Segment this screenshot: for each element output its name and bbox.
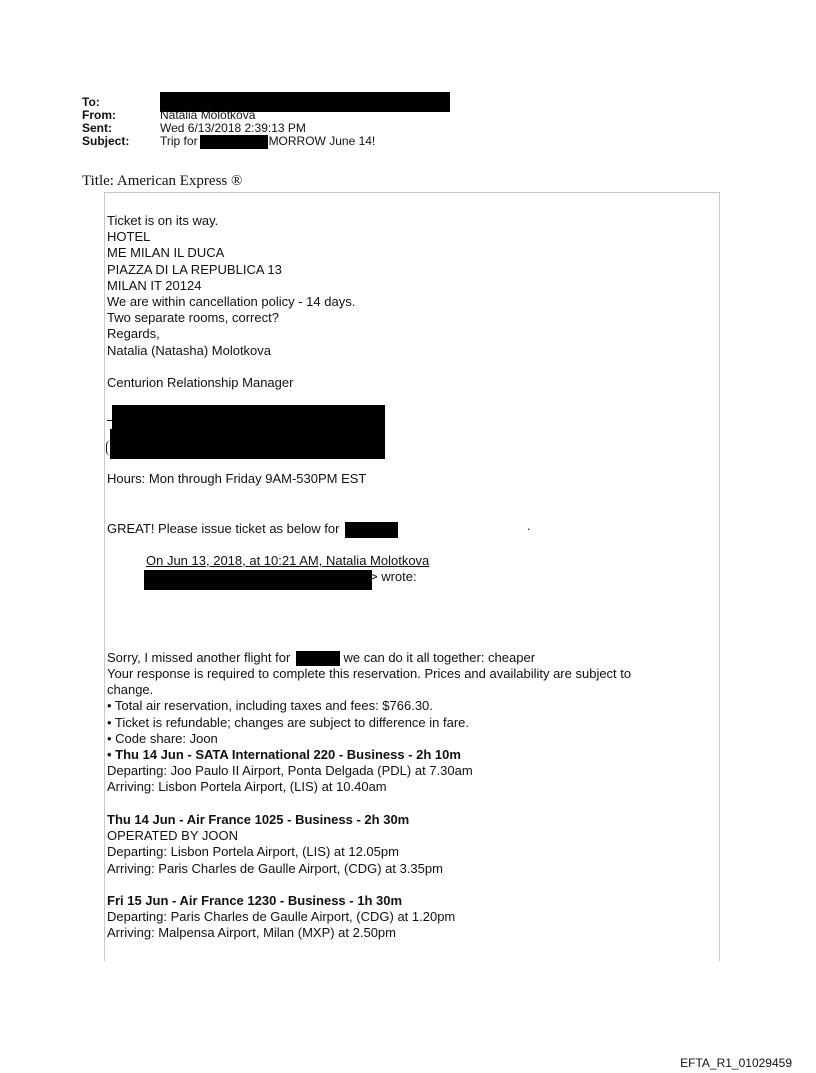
stray-dot: .: [527, 518, 531, 533]
message-line: Two separate rooms, correct?: [107, 310, 279, 326]
message-intro: [107, 213, 355, 359]
response-line: Your response is required to complete this reservation. Prices and availability are subject to: [107, 666, 632, 681]
flight-block-3: [107, 893, 455, 942]
reply-line: [107, 521, 398, 538]
signature-title: Centurion Relationship Manager: [107, 375, 294, 390]
flight-departing: Departing: Lisbon Portela Airport, (LIS) at 12.05pm: [107, 844, 399, 860]
from-value: Natalia Molotkova: [160, 108, 256, 122]
message-line: PIAZZA DI LA REPUBLICA 13: [107, 261, 282, 277]
flight-arriving: Arriving: Malpensa Airport, Milan (MXP) at 2.50pm: [107, 925, 396, 941]
email-header: [82, 96, 450, 148]
response-line: change.: [107, 682, 154, 698]
hours-text: Hours: Mon through Friday 9AM-530PM EST: [107, 471, 367, 486]
document-id: EFTA_R1_01029459: [680, 1056, 792, 1070]
page-title: Title: American Express ®: [82, 173, 243, 189]
message-line: MILAN IT 20124: [107, 277, 202, 293]
reservation-block: [107, 666, 631, 796]
sorry-suffix: we can do it all together: cheaper: [339, 650, 536, 665]
bullet-item: • Code share: Joon: [107, 730, 218, 746]
to-label: To:: [82, 95, 100, 109]
redaction-block: [112, 405, 385, 429]
quote-header: On Jun 13, 2018, at 10:21 AM, Natalia Molotkova: [146, 553, 430, 568]
flight-departing: Departing: Paris Charles de Gaulle Airport, (CDG) at 1.20pm: [107, 909, 456, 925]
flight-title: Thu 14 Jun - Air France 1025 - Business - 2h 30m: [107, 812, 410, 827]
flight-title: Fri 15 Jun - Air France 1230 - Business - 1h 30m: [107, 893, 403, 908]
redaction-block: [200, 135, 268, 149]
redaction-block: [110, 429, 385, 459]
reply-text: GREAT! Please issue ticket as below for: [107, 521, 340, 536]
message-line: We are within cancellation policy - 14 days.: [107, 293, 356, 309]
redaction-block: [345, 522, 398, 538]
flight-departing: Departing: Joo Paulo II Airport, Ponta Delgada (PDL) at 7.30am: [107, 763, 473, 779]
bullet-item: • Ticket is refundable; changes are subject to difference in fare.: [107, 714, 470, 730]
subject-prefix: Trip for: [160, 134, 198, 148]
sorry-prefix: Sorry, I missed another flight for: [107, 650, 291, 665]
message-line: Ticket is on its way.: [107, 213, 219, 228]
sent-row: [82, 122, 450, 135]
subject-suffix: MORROW June 14!: [268, 134, 376, 148]
message-line: Regards,: [107, 326, 160, 342]
message-line: ME MILAN IL DUCA: [107, 245, 225, 261]
from-label: From:: [82, 108, 116, 122]
redaction-block: [144, 570, 372, 590]
flight-title: • Thu 14 Jun - SATA International 220 - Business - 2h 10m: [107, 746, 461, 762]
flight-arriving: Arriving: Lisbon Portela Airport, (LIS) at 10.40am: [107, 779, 387, 795]
sorry-line: [107, 650, 535, 666]
quote-wrote: > wrote:: [370, 569, 417, 584]
redaction-block: [296, 651, 340, 666]
sent-value: Wed 6/13/2018 2:39:13 PM: [160, 121, 306, 135]
to-row: [82, 96, 450, 109]
sent-label: Sent:: [82, 121, 112, 135]
flight-block-2: [107, 812, 443, 877]
flight-operated: OPERATED BY JOON: [107, 828, 238, 844]
message-line: HOTEL: [107, 229, 151, 245]
flight-arriving: Arriving: Paris Charles de Gaulle Airport, (CDG) at 3.35pm: [107, 860, 443, 876]
subject-row: [82, 135, 450, 148]
subject-label: Subject:: [82, 134, 130, 148]
message-line: Natalia (Natasha) Molotkova: [107, 342, 272, 358]
bullet-item: • Total air reservation, including taxes and fees: $766.30.: [107, 698, 433, 714]
